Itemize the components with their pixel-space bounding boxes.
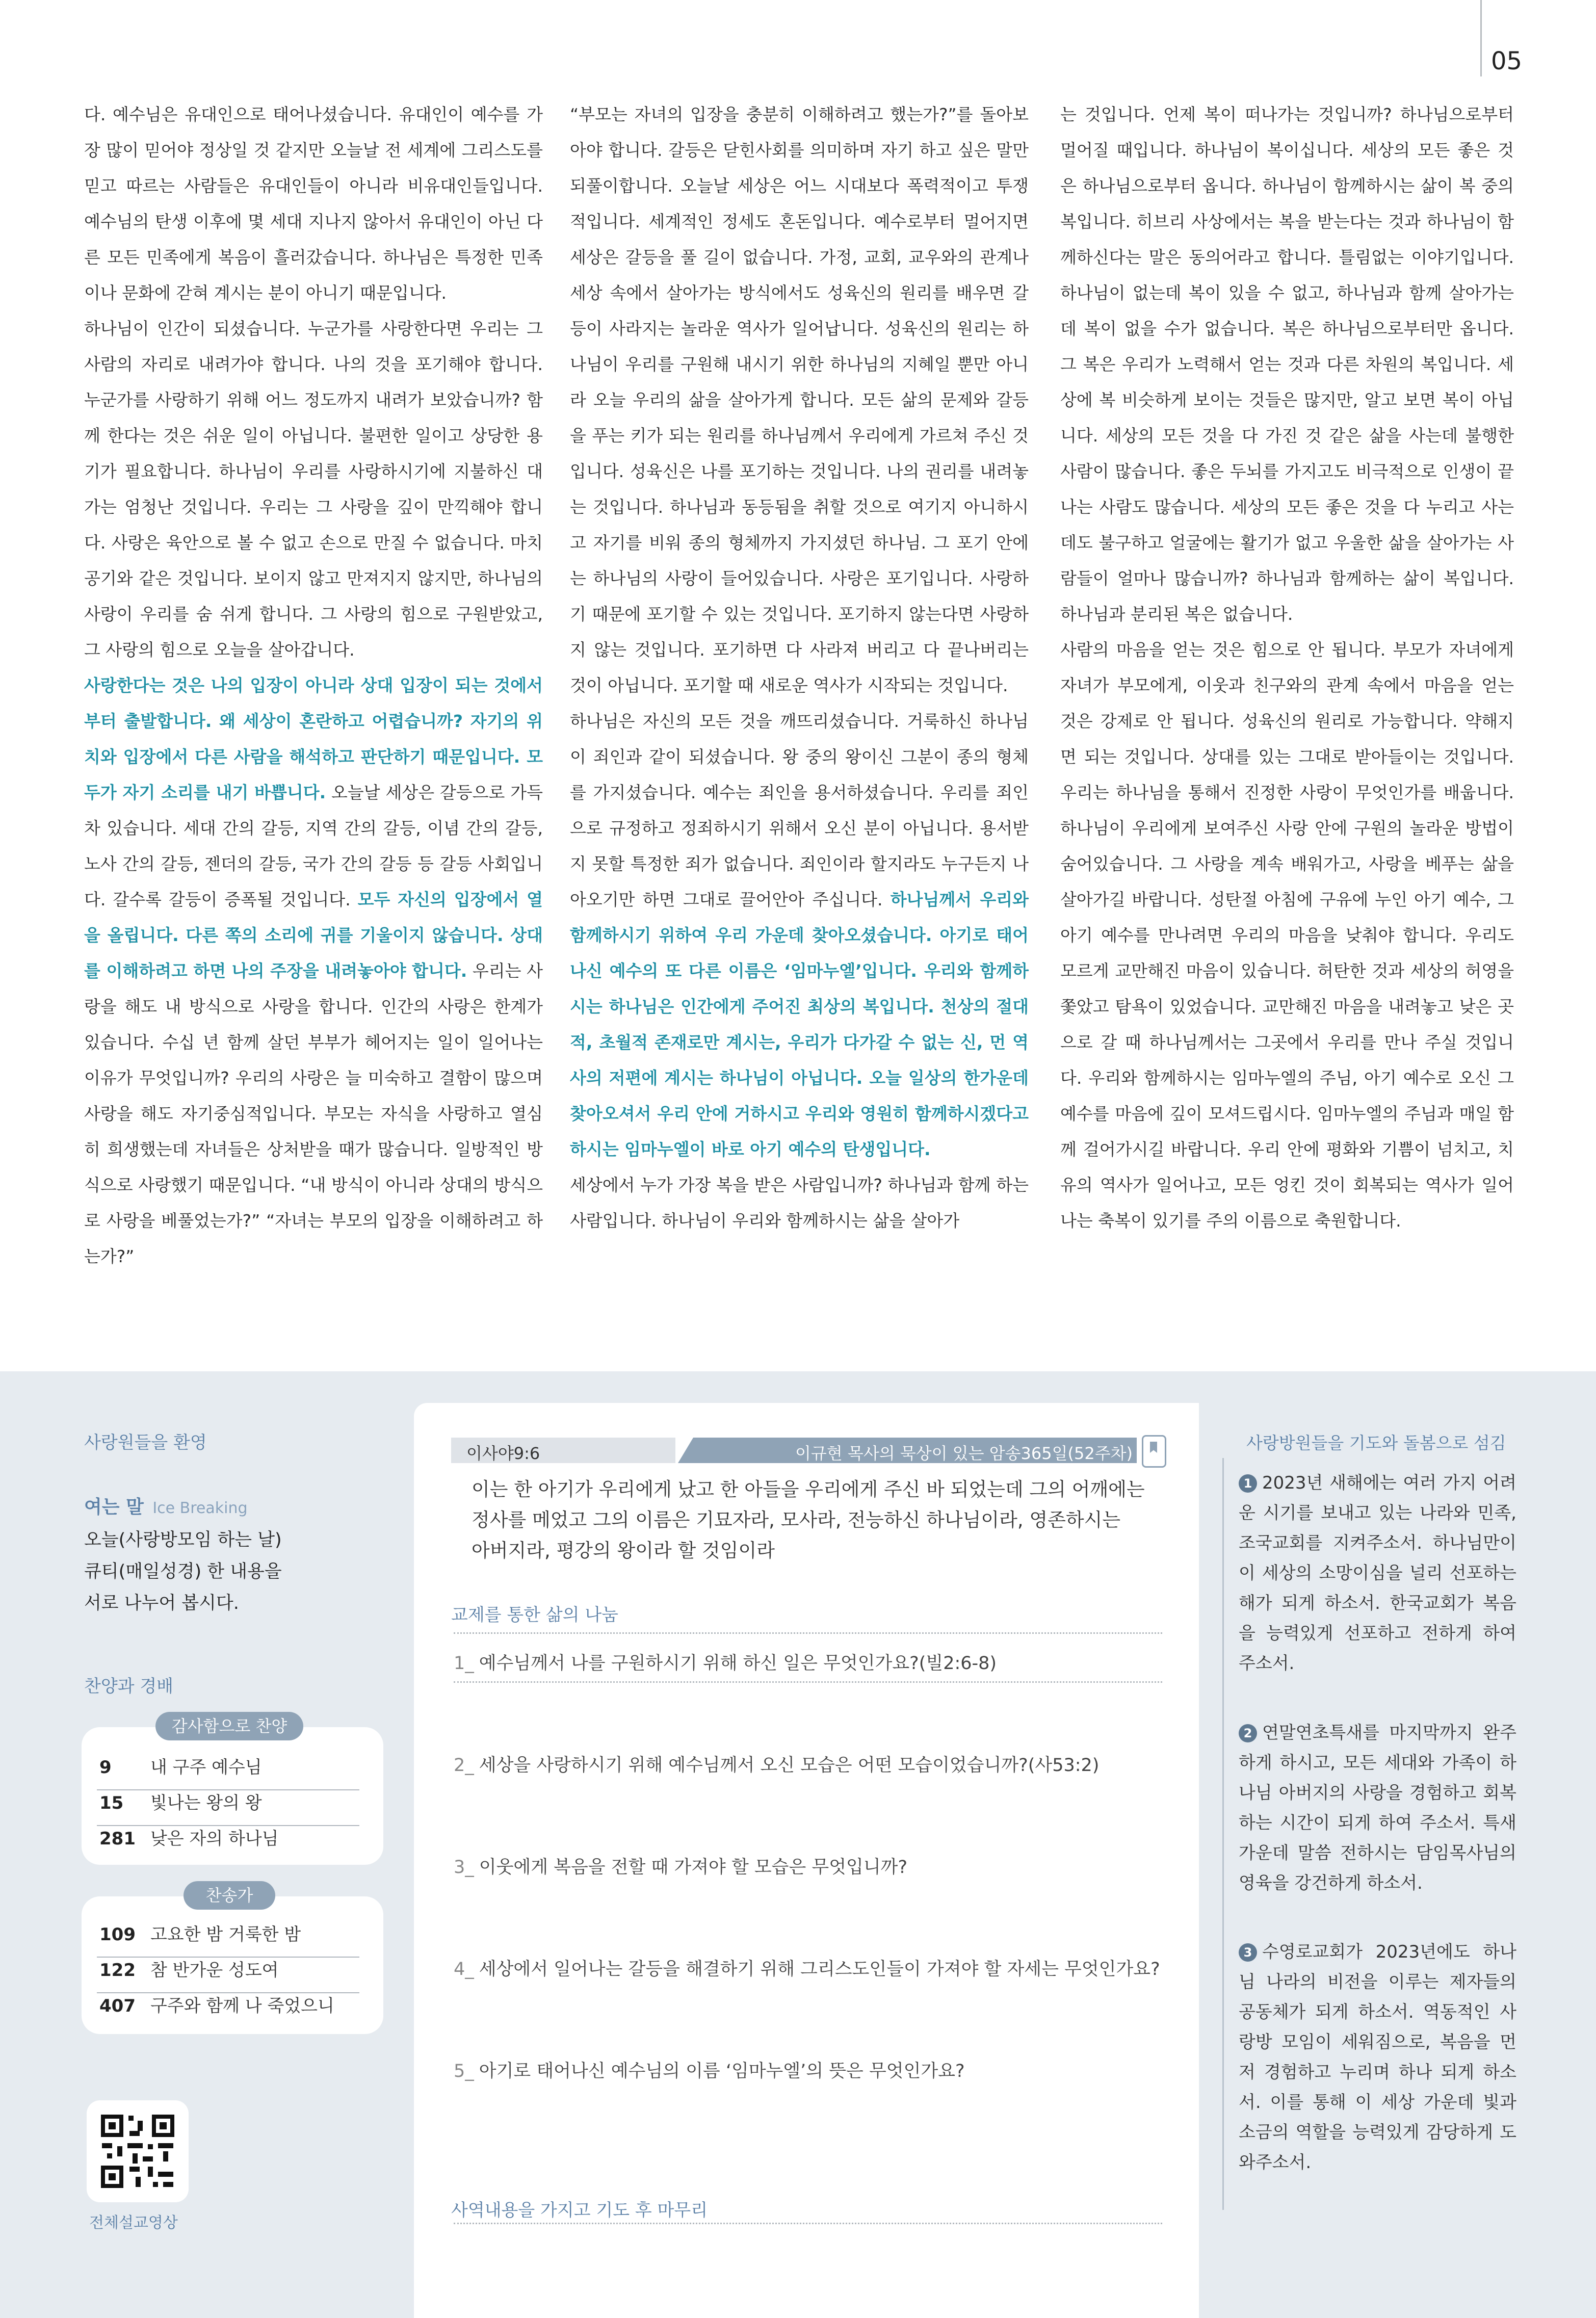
song-title: 참 반가운 성도여 [150,1960,279,1981]
article-column-2 [570,97,1029,1239]
paragraph-text: 오늘날 세상은 갈등으로 가득 차 있습니다. 세대 간의 갈등, 지역 간의 갈등, 이념 간의 갈등, 노사 간의 갈등, 젠더의 갈등, 국가 간의 갈등 등 갈등 사회입니다. 갈수록 갈등이 증폭될 것입니다. [84,783,543,909]
number-badge: 3 [1239,1943,1257,1962]
paragraph: 세상에서 누가 가장 복을 받은 사람입니까? 하나님과 함께 하는 사람입니다. 하나님이 우리와 함께하시는 삶을 살아가 [570,1175,1029,1231]
song-title: 내 구주 예수님 [150,1757,262,1778]
song-item [99,1785,262,1821]
song-title: 낮은 자의 하나님 [150,1829,279,1849]
icebreak-line: 큐티(매일성경) 한 내용을 [84,1561,282,1582]
question-number: 1_ [454,1653,474,1674]
prayer-text: 연말연초특새를 마지막까지 완주하게 하시고, 모든 세대와 가족이 하나님 아버지의 사랑을 경험하고 회복하는 시간이 되게 하여 주소서. 특새 가운데 말씀 전하시는 담임목사님의 영육을 강건하게 하소서. [1239,1723,1516,1893]
verse-reference: 이사야9:6 [466,1444,540,1463]
paragraph-text: 우리는 사랑을 해도 내 방식으로 사랑을 합니다. 인간의 사랑은 한계가 있습니다. 수십 년 함께 살던 부부가 헤어지는 일이 일어나는 이유가 무엇입니까? 우리의 사랑은 늘 미숙하고 결함이 많으며 사랑을 해도 자기중심적입니다. 부모는 자식을 사랑하고 열심히 희생했는데 자녀들은 상처받을 때가 많습니다. 일방적인 방식으로 사랑했기 때문입니다. “내 방식이 아니라 상대의 방식으로 사랑을 베풀었는가?” “자녀는 부모의 입장을 이해하려고 하는가?” [84,961,543,1266]
song-title: 빛나는 왕의 왕 [150,1793,262,1813]
icebreak-heading [84,1493,248,1519]
verse-line: 정사를 메었고 그의 이름은 기묘자라, 모사라, 전능하신 하나님이라, 영존하시는 [472,1509,1121,1531]
icebreak-text [84,1524,282,1619]
song-number: 9 [99,1757,112,1778]
question-number: 5_ [454,2061,474,2081]
song-number: 15 [99,1793,124,1813]
book-icon [1142,1435,1166,1468]
question-1 [454,1649,997,1675]
question-text: 이웃에게 복음을 전할 때 가져야 할 모습은 무엇입니까? [479,1857,908,1878]
question-text: 아기로 태어나신 예수님의 이름 ‘임마누엘’의 뜻은 무엇인가요? [479,2061,965,2081]
icebreak-line: 오늘(사랑방모임 하는 날) [84,1530,282,1550]
icebreak-title: 여는 말 [84,1497,144,1518]
number-badge: 1 [1239,1474,1257,1493]
highlight-text: 사랑한다는 것은 나의 입장이 아니라 상대 입장이 되는 것에서부터 출발합니다. 왜 세상이 혼란하고 어렵습니까? 자기의 위치와 입장에서 다른 사람을 해석하고 판단하기 때문입니다. 모두가 자기 소리를 내기 바쁩니다. [84,675,543,802]
divider [454,1681,1162,1683]
praise-heading: 찬양과 경배 [84,1676,174,1697]
highlight-text: 하나님께서 우리와 함께하시기 위하여 우리 가운데 찾아오셨습니다. 아기로 태어나신 예수의 또 다른 이름은 ‘임마누엘’입니다. 우리와 함께하시는 하나님은 인간에게 주어진 최상의 복입니다. 천상의 절대적, 초월적 존재로만 계시는, 우리가 다가갈 수 없는 신, 먼 역사의 저편에 계시는 하나님이 아닙니다. 오늘 일상의 한가운데 찾아오셔서 우리 안에 거하시고 우리와 영원히 함께하시겠다고 하시는 임마누엘이 바로 아기 예수의 탄생입니다. [570,890,1029,1159]
verse-text [472,1474,1145,1566]
song-number: 122 [99,1960,136,1981]
divider [454,2223,1162,2224]
paragraph: 사람의 마음을 얻는 것은 힘으로 안 됩니다. 부모가 자녀에게 자녀가 부모에게, 이웃과 친구와의 관계 속에서 마음을 얻는 것은 강제로 안 됩니다. 성육신의 원리로 가능합니다. 약해지면 되는 것입니다. 상대를 있는 그대로 받아들이는 것입니다. 우리는 하나님을 통해서 진정한 사랑이 무엇인가를 배웁니다. 하나님이 우리에게 보여주신 사랑 안에 구원의 놀라운 방법이 숨어있습니다. 그 사랑을 계속 배워가고, 사랑을 베푸는 삶을 살아가길 바랍니다. 성탄절 아침에 구유에 누인 아기 예수, 그 아기 예수를 만나려면 우리의 마음을 낮춰야 합니다. 우리도 모르게 교만해진 마음이 있습니다. 허탄한 것과 세상의 허영을 쫓았고 탐욕이 있었습니다. 교만해진 마음을 내려놓고 낮은 곳으로 갈 때 하나님께서는 그곳에서 우리를 만나 주실 것입니다. 우리와 함께하시는 임마누엘의 주님, 아기 예수로 오신 그 예수를 마음에 깊이 모셔드립시다. 임마누엘의 주님과 매일 함께 걸어가시길 바랍니다. 우리 안에 평화와 기쁨이 넘치고, 치유의 역사가 일어나고, 모든 엉킨 것이 회복되는 역사가 일어나는 축복이 있기를 주의 이름으로 축원합니다. [1060,640,1514,1231]
verse-line: 이는 한 아기가 우리에게 났고 한 아들을 우리에게 주신 바 되었는데 그의 어깨에는 [472,1478,1145,1500]
question-text: 세상을 사랑하시기 위해 예수님께서 오신 모습은 어떤 모습이었습니까?(사53:2) [479,1755,1100,1776]
paragraph [84,668,543,1274]
prayer-divider [1222,1458,1224,2210]
prayer-text: 2023년 새해에는 여러 가지 어려운 시기를 보내고 있는 나라와 민족, 조국교회를 지켜주소서. 하나님만이 이 세상의 소망이심을 널리 선포하는 해가 되게 하소서. 한국교회가 복음을 능력있게 선포하고 전하게 하여 주소서. [1239,1473,1516,1674]
song-number: 281 [99,1829,136,1849]
song-item [99,1988,334,2024]
question-text: 예수님께서 나를 구원하시기 위해 하신 일은 무엇인가요?(빌2:6-8) [479,1653,997,1674]
qr-code-icon [87,2100,189,2202]
article-column-3 [1060,97,1514,1239]
devotion-title: 이규현 목사의 묵상이 있는 암송365일(52주차) [795,1444,1133,1463]
song-item [99,1821,279,1857]
prayer-heading: 사랑방원들을 기도와 돌봄으로 섬김 [1246,1433,1506,1453]
question-5 [454,2057,965,2082]
question-text: 세상에서 일어나는 갈등을 해결하기 위해 그리스도인들이 가져야 할 자세는 무엇인가요? [479,1959,1160,1980]
icebreak-line: 서로 나누어 봅시다. [84,1593,239,1613]
paragraph-text: 하나님은 자신의 모든 것을 깨뜨리셨습니다. 거룩하신 하나님이 죄인과 같이 되셨습니다. 왕 중의 왕이신 그분이 종의 형체를 가지셨습니다. 예수는 죄인을 용서하셨습니다. 우리를 죄인으로 규정하고 정죄하시기 위해서 오신 분이 아닙니다. 용서받지 못할 특정한 죄가 없습니다. 죄인이라 할지라도 누구든지 나아오기만 하면 그대로 끌어안아 주십니다. [570,711,1029,909]
song-number: 407 [99,1996,136,2016]
page-number: 05 [1491,47,1523,75]
question-number: 2_ [454,1755,474,1776]
paragraph: 다. 예수님은 유대인으로 태어나셨습니다. 유대인이 예수를 가장 많이 믿어야 정상일 것 같지만 오늘날 전 세계에 그리스도를 믿고 따르는 사람들은 유대인들이 아니라 비유대인들입니다. 예수님의 탄생 이후에 몇 세대 지나지 않아서 유대인이 아닌 다른 모든 민족에게 복음이 흘러갔습니다. 하나님은 특정한 민족이나 문화에 갇혀 계시는 분이 아니기 때문입니다. [84,105,543,303]
paragraph: 하나님이 인간이 되셨습니다. 누군가를 사랑한다면 우리는 그 사람의 자리로 내려가야 합니다. 나의 것을 포기해야 합니다. 누군가를 사랑하기 위해 어느 정도까지 내려가 보았습니까? 함께 한다는 것은 쉬운 일이 아닙니다. 불편한 일이고 상당한 용기가 필요합니다. 하나님이 우리를 사랑하시기에 지불하신 대가는 엄청난 것입니다. 우리는 그 사랑을 깊이 만끽해야 합니다. 사랑은 육안으로 볼 수 없고 손으로 만질 수 없습니다. 마치 공기와 같은 것입니다. 보이지 않고 만져지지 않지만, 하나님의 사랑이 우리를 숨 쉬게 합니다. 그 사랑의 힘으로 구원받았고, 그 사랑의 힘으로 오늘을 살아갑니다. [84,319,543,660]
icebreak-en: Ice Breaking [152,1499,248,1517]
hymn-pill: 찬송가 [184,1881,275,1910]
paragraph [570,704,1029,1167]
question-4 [454,1955,1160,1981]
question-3 [454,1853,907,1879]
welcome-heading: 사랑원들을 환영 [84,1433,207,1453]
question-number: 4_ [454,1959,474,1980]
qr-code[interactable] [87,2100,189,2202]
highlight-text: 모두 자신의 입장에서 열을 올립니다. 다른 쪽의 소리에 귀를 기울이지 않습니다. 상대를 이해하려고 하면 나의 주장을 내려놓아야 합니다. [84,890,543,981]
paragraph: 는 것입니다. 언제 복이 떠나가는 것입니까? 하나님으로부터 멀어질 때입니다. 하나님이 복이십니다. 세상의 모든 좋은 것은 하나님으로부터 옵니다. 하나님이 함께하시는 삶이 복 중의 복입니다. 히브리 사상에서는 복을 받는다는 것과 하나님이 함께하신다는 말은 동의어라고 합니다. 틀림없는 이야기입니다. 하나님이 없는데 복이 있을 수 없고, 하나님과 함께 살아가는데 복이 없을 수가 없습니다. 복은 하나님으로부터만 옵니다. 그 복은 우리가 노력해서 얻는 것과 다른 차원의 복입니다. 세상에 복 비슷하게 보이는 것들은 많지만, 알고 보면 복이 아닙니다. 세상의 모든 것을 다 가진 것 같은 삶을 사는데 불행한 사람이 많습니다. 좋은 두뇌를 가지고도 비극적으로 인생이 끝나는 사람도 많습니다. 세상의 모든 좋은 것을 다 누리고 사는데도 불구하고 얼굴에는 활기가 없고 우울한 삶을 살아가는 사람들이 얼마나 많습니까? 하나님과 함께하는 삶이 복입니다. 하나님과 분리된 복은 없습니다. [1060,105,1514,624]
prayer-item-3 [1239,1937,1516,2178]
verse-line: 아버지라, 평강의 왕이라 할 것임이라 [472,1540,775,1561]
prayer-item-1 [1239,1468,1516,1679]
song-item [99,1952,279,1988]
qr-caption: 전체설교영상 [89,2214,178,2232]
question-2 [454,1751,1099,1777]
sharing-heading: 교제를 통한 삶의 나눔 [451,1605,619,1625]
question-number: 3_ [454,1857,474,1878]
divider [454,1632,1162,1634]
song-number: 109 [99,1924,136,1945]
prayer-text: 수영로교회가 2023년에도 하나님 나라의 비전을 이루는 제자들의 공동체가 되게 하소서. 역동적인 사랑방 모임이 세워짐으로, 복음을 먼저 경험하고 누리며 하나 되게 하소서. 이를 통해 이 세상 가운데 빛과 소금의 역할을 능력있게 감당하게 도와주소서. [1239,1942,1516,2173]
article-column-1 [84,97,543,1274]
header-divider [1480,0,1482,76]
song-item [99,1917,301,1952]
song-title: 구주와 함께 나 죽었으니 [150,1996,334,2016]
paragraph: “부모는 자녀의 입장을 충분히 이해하려고 했는가?”를 돌아보아야 합니다. 갈등은 닫힌사회를 의미하며 자기 하고 싶은 말만 되풀이합니다. 오늘날 세상은 어느 시대보다 폭력적이고 투쟁적입니다. 세계적인 정세도 혼돈입니다. 예수로부터 멀어지면 세상은 갈등을 풀 길이 없습니다. 가정, 교회, 교우와의 관계나 세상 속에서 살아가는 방식에서도 성육신의 원리를 배우면 갈등이 사라지는 놀라운 역사가 일어납니다. 성육신의 원리는 하나님이 우리를 구원해 내시기 위한 하나님의 지혜일 뿐만 아니라 오늘 우리의 삶을 살아가게 합니다. 모든 삶의 문제와 갈등을 푸는 키가 되는 원리를 하나님께서 우리에게 가르쳐 주신 것입니다. 성육신은 나를 포기하는 것입니다. 나의 권리를 내려놓는 것입니다. 하나님과 동등됨을 취할 것으로 여기지 아니하시고 자기를 비워 종의 형체까지 가지셨던 하나님. 그 포기 안에는 하나님의 사랑이 들어있습니다. 사랑은 포기입니다. 사랑하기 때문에 포기할 수 있는 것입니다. 포기하지 않는다면 사랑하지 않는 것입니다. 포기하면 다 사라져 버리고 다 끝나버리는 것이 아닙니다. 포기할 때 새로운 역사가 시작되는 것입니다. [570,105,1029,695]
praise-pill: 감사함으로 찬양 [155,1712,303,1740]
prayer-item-2 [1239,1718,1516,1898]
song-item [99,1750,262,1785]
number-badge: 2 [1239,1724,1257,1742]
song-title: 고요한 밤 거룩한 밤 [150,1924,301,1945]
closing-text: 사역내용을 가지고 기도 후 마무리 [451,2200,708,2221]
